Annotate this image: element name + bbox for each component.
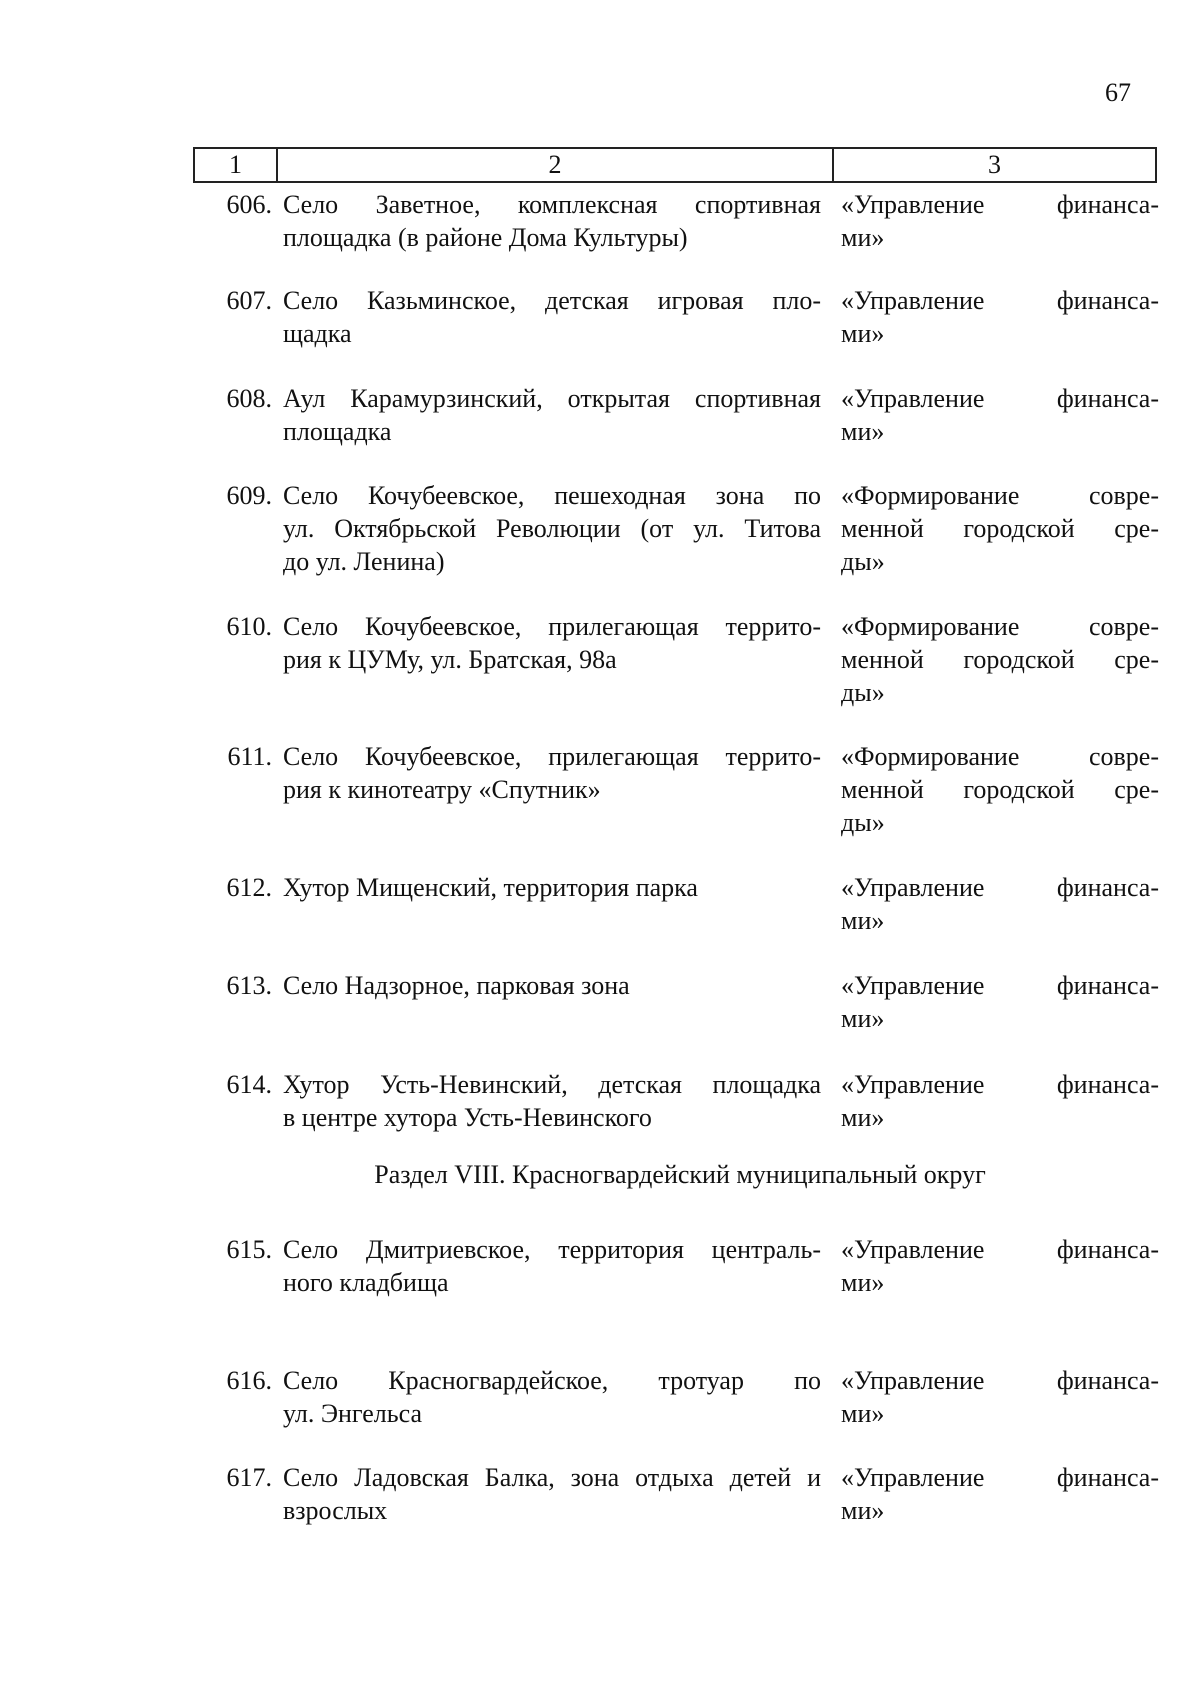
row-program	[841, 969, 1159, 1035]
text-line: Село Кочубеевское, прилегающая террито-	[283, 742, 821, 771]
text-line: площадка (в районе Дома Культуры)	[283, 223, 688, 252]
text-line: «Формирование совре-	[841, 742, 1159, 771]
row-number: 609.	[226, 481, 272, 510]
text-line: менной городской сре-	[841, 514, 1159, 543]
row-description	[283, 969, 821, 1002]
text-line: ул. Энгельса	[283, 1399, 423, 1428]
text-line: ми»	[841, 223, 885, 252]
text-line: в центре хутора Усть-Невинского	[283, 1103, 652, 1132]
text-line: ми»	[841, 1004, 885, 1033]
row-number: 616.	[226, 1366, 272, 1395]
text-line: ул. Октябрьской Революции (от ул. Титова	[283, 514, 821, 543]
table-header	[193, 147, 1157, 183]
page-number: 67	[1105, 78, 1131, 107]
text-line: Село Кочубеевское, пешеходная зона по	[283, 481, 821, 510]
row-number: 611.	[227, 742, 272, 771]
row-number: 606.	[226, 190, 272, 219]
text-line: «Управление финанса-	[841, 1366, 1159, 1395]
row-program	[841, 871, 1159, 937]
row-program	[841, 188, 1159, 254]
row-description	[283, 871, 821, 904]
section-heading: Раздел VIII. Красногвардейский муниципальный округ	[374, 1160, 986, 1189]
text-line: ми»	[841, 1496, 885, 1525]
row-description	[283, 610, 821, 676]
text-line: «Управление финанса-	[841, 384, 1159, 413]
text-line: Хутор Мищенский, территория парка	[283, 873, 698, 902]
row-number: 615.	[226, 1235, 272, 1264]
row-program	[841, 740, 1159, 839]
text-line: «Управление финанса-	[841, 1070, 1159, 1099]
row-program	[841, 610, 1159, 709]
text-line: рия к кинотеатру «Спутник»	[283, 775, 601, 804]
row-program	[841, 1233, 1159, 1299]
text-line: менной городской сре-	[841, 775, 1159, 804]
text-line: «Управление финанса-	[841, 873, 1159, 902]
text-line: Село Кочубеевское, прилегающая террито-	[283, 612, 821, 641]
text-line: ми»	[841, 1399, 885, 1428]
text-line: рия к ЦУМу, ул. Братская, 98а	[283, 645, 617, 674]
row-program	[841, 382, 1159, 448]
row-description	[283, 740, 821, 806]
text-line: Село Казьминское, детская игровая пло-	[283, 286, 821, 315]
row-program	[841, 1364, 1159, 1430]
text-line: «Управление финанса-	[841, 971, 1159, 1000]
row-description	[283, 382, 821, 448]
text-line: до ул. Ленина)	[283, 547, 445, 576]
text-line: «Управление финанса-	[841, 1235, 1159, 1264]
row-number: 612.	[226, 873, 272, 902]
row-number: 608.	[226, 384, 272, 413]
text-line: щадка	[283, 319, 352, 348]
text-line: Село Дмитриевское, территория централь-	[283, 1235, 821, 1264]
text-line: ми»	[841, 417, 885, 446]
text-line: «Управление финанса-	[841, 190, 1159, 219]
row-number: 607.	[226, 286, 272, 315]
row-program	[841, 1068, 1159, 1134]
row-description	[283, 1364, 821, 1430]
text-line: взрослых	[283, 1496, 388, 1525]
text-line: ного кладбища	[283, 1268, 449, 1297]
text-line: «Управление финанса-	[841, 1463, 1159, 1492]
text-line: «Формирование совре-	[841, 612, 1159, 641]
text-line: «Формирование совре-	[841, 481, 1159, 510]
row-program	[841, 1461, 1159, 1527]
header-col-1: 1	[195, 149, 278, 181]
text-line: Село Красногвардейское, тротуар по	[283, 1366, 821, 1395]
text-line: ды»	[841, 808, 885, 837]
row-description	[283, 1068, 821, 1134]
row-program	[841, 284, 1159, 350]
row-number: 613.	[226, 971, 272, 1000]
text-line: ми»	[841, 1103, 885, 1132]
text-line: менной городской сре-	[841, 645, 1159, 674]
text-line: Хутор Усть-Невинский, детская площадка	[283, 1070, 821, 1099]
text-line: Аул Карамурзинский, открытая спортивная	[283, 384, 821, 413]
row-number: 610.	[226, 612, 272, 641]
text-line: ды»	[841, 678, 885, 707]
text-line: Село Заветное, комплексная спортивная	[283, 190, 821, 219]
text-line: ми»	[841, 1268, 885, 1297]
row-description	[283, 1461, 821, 1527]
text-line: Село Надзорное, парковая зона	[283, 971, 630, 1000]
text-line: площадка	[283, 417, 392, 446]
row-description	[283, 284, 821, 350]
row-program	[841, 479, 1159, 578]
text-line: «Управление финанса-	[841, 286, 1159, 315]
row-description	[283, 479, 821, 578]
row-number: 617.	[226, 1463, 272, 1492]
header-col-2: 2	[278, 149, 834, 181]
header-col-3: 3	[988, 150, 1001, 179]
text-line: Село Ладовская Балка, зона отдыха детей и	[283, 1463, 821, 1492]
row-number: 614.	[226, 1070, 272, 1099]
row-description	[283, 188, 821, 254]
row-description	[283, 1233, 821, 1299]
text-line: ми»	[841, 906, 885, 935]
text-line: ды»	[841, 547, 885, 576]
text-line: ми»	[841, 319, 885, 348]
